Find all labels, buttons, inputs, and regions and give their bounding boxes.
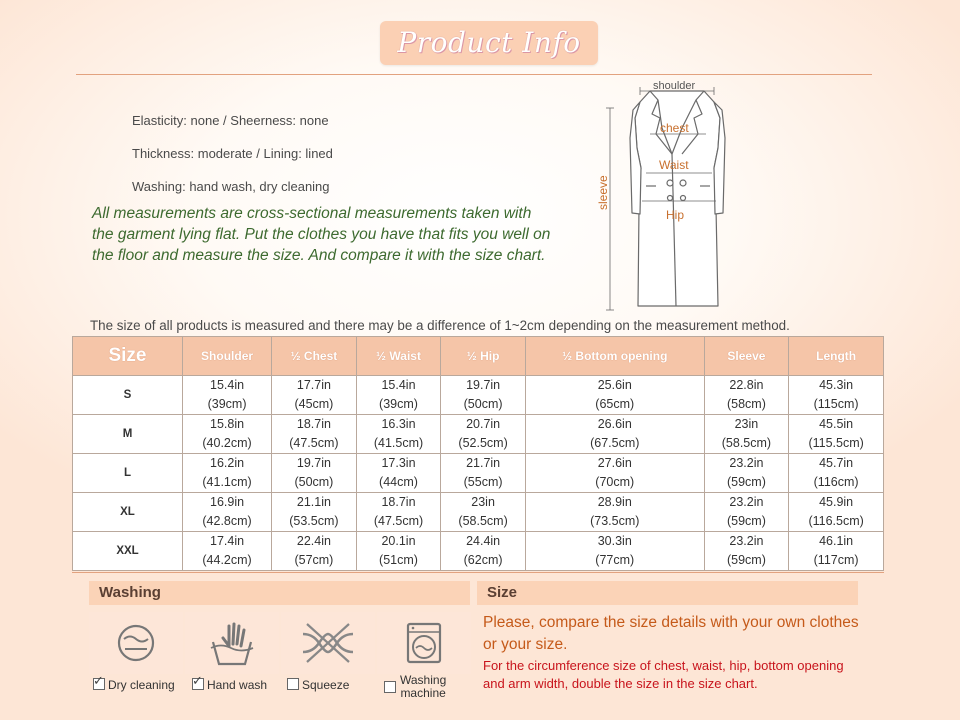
measurement-cell [356,454,441,493]
washing-machine-label-line2: machine [400,686,446,700]
measurement-cell [183,454,272,493]
table-header-row [73,337,884,376]
measurement-cell [441,376,526,415]
shoulder-label: shoulder [653,80,696,92]
measurement-inches: 22.4in [296,534,331,548]
washing-machine-label [400,674,446,700]
washing-machine-checkbox[interactable] [384,681,396,693]
measurement-cm: (59cm) [726,553,766,567]
size-label-cell: XXL [73,532,183,571]
measurement-cell [789,415,884,454]
measurement-inches: 15.8in [210,417,245,431]
wash-cell-dry-cleaning [89,612,183,674]
title-divider [76,74,872,75]
page-title: Product Info [397,26,581,59]
measurement-inches: 23.2in [729,456,764,470]
size-label-cell: M [73,415,183,454]
property-thickness: Thickness: moderate / Lining: lined [132,146,333,161]
measurement-cell [789,532,884,571]
measurement-disclaimer: The size of all products is measured and there may be a difference of 1~2cm depending on the measurement method. [90,318,790,333]
measurement-cm: (50cm) [294,475,334,489]
check-icon: ✓ [192,673,203,688]
measurement-inches: 16.3in [381,417,416,431]
title-banner [380,21,598,65]
measurement-cm: (116.5cm) [808,514,864,528]
measurement-cm: (67.5cm) [590,436,640,450]
measurement-inches: 19.7in [466,378,501,392]
measurement-cell [183,532,272,571]
measurement-cell [183,493,272,532]
measurement-cm: (39cm) [207,397,247,411]
measurement-cell [272,376,357,415]
measurement-cell [704,415,789,454]
coat-diagram [590,78,740,318]
header-shoulder: Shoulder [183,337,272,376]
hand-wash-option[interactable] [192,673,268,692]
measurement-inches: 17.3in [381,456,416,470]
table-row [73,415,884,454]
measurement-cm: (116cm) [813,475,859,489]
table-row [73,376,884,415]
hand-wash-label: Hand wash [207,678,268,692]
header-waist: ½ Waist [356,337,441,376]
measurement-inches: 15.4in [381,378,416,392]
size-label-cell: XL [73,493,183,532]
measurement-cm: (115cm) [813,397,859,411]
measurement-inches: 19.7in [296,456,331,470]
measurement-cell [704,454,789,493]
washing-machine-option[interactable] [384,681,399,695]
property-elasticity: Elasticity: none / Sheerness: none [132,113,329,128]
measurement-cm: (45cm) [294,397,334,411]
measurement-cm: (58.5cm) [721,436,772,450]
measurement-inches: 23in [734,417,759,431]
measurement-inches: 23.2in [729,534,764,548]
measurement-cm: (53.5cm) [289,514,339,528]
measurement-cm: (42.8cm) [202,514,252,528]
measurement-cm: (41.5cm) [373,436,424,450]
measurement-cm: (41.1cm) [202,475,252,489]
measurement-cm: (65cm) [595,397,635,411]
measurement-cm: (62cm) [463,553,503,567]
measurement-cm: (44cm) [379,475,418,489]
measurement-cm: (44.2cm) [202,553,252,567]
measurement-cell [441,532,526,571]
measurement-inches: 46.1in [819,534,854,548]
measurement-cm: (59cm) [726,475,766,489]
measurement-cell [704,376,789,415]
measurement-cm: (47.5cm) [373,514,424,528]
measurement-cell [789,376,884,415]
measurement-cm: (115.5cm) [808,436,864,450]
measurement-cm: (40.2cm) [202,436,252,450]
measurement-cell [356,493,441,532]
measurement-inches: 16.9in [210,495,245,509]
header-size: Size [73,337,183,376]
measurement-inches: 27.6in [597,456,632,470]
measurement-inches: 15.4in [210,378,245,392]
squeeze-label: Squeeze [302,678,350,692]
wash-cell-squeeze [281,612,375,674]
measurement-inches: 45.5in [819,417,854,431]
measurement-cell [272,493,357,532]
measurement-inches: 20.7in [466,417,501,431]
measurement-cm: (39cm) [379,397,418,411]
table-bottom-divider [72,572,884,573]
measurement-cell [441,493,526,532]
dry-cleaning-label: Dry cleaning [108,678,175,692]
measurement-cm: (50cm) [463,397,503,411]
measurement-inches: 23in [471,495,495,509]
measurement-cell [704,493,789,532]
measurement-cell [356,415,441,454]
measurement-cm: (58cm) [726,397,766,411]
measurement-note: All measurements are cross-sectional measurements taken with the garment lying flat. Put the clothes you have that fits you well on the floor and measure the size. And compare it with the size chart. [92,205,551,264]
measurement-cell [356,376,441,415]
measurement-cm: (58.5cm) [458,514,508,528]
size-label-cell: S [73,376,183,415]
measurement-cm: (55cm) [463,475,503,489]
table-row [73,532,884,571]
check-icon: ✓ [93,673,104,688]
measurement-inches: 26.6in [597,417,632,431]
measurement-inches: 23.2in [729,495,764,509]
measurement-cm: (51cm) [379,553,418,567]
washing-machine-label-line1: Washing [400,673,447,687]
measurement-cm: (70cm) [595,475,635,489]
measurement-cell [183,415,272,454]
measurement-cell [525,532,704,571]
header-length: Length [789,337,884,376]
header-chest: ½ Chest [272,337,357,376]
wash-cell-washing-machine [377,612,471,674]
measurement-cell [356,532,441,571]
measurement-inches: 30.3in [597,534,632,548]
header-sleeve: Sleeve [704,337,789,376]
measurement-cell [704,532,789,571]
measurement-inches: 28.9in [597,495,632,509]
dry-cleaning-option[interactable] [93,673,175,692]
measurement-inches: 21.7in [466,456,501,470]
measurement-inches: 21.1in [296,495,331,509]
measurement-cell [441,454,526,493]
measurement-inches: 18.7in [296,417,331,431]
sleeve-label: sleeve [596,175,610,210]
no-wring-icon [281,612,375,674]
measurement-inches: 24.4in [466,534,501,548]
measurement-cell [789,493,884,532]
wash-cell-hand-wash [185,612,279,674]
measurement-cm: (47.5cm) [289,436,339,450]
measurement-cm: (117cm) [813,553,859,567]
measurement-cm: (77cm) [595,553,635,567]
measurement-cm: (59cm) [726,514,766,528]
measurement-inches: 17.4in [210,534,245,548]
measurement-cell [441,415,526,454]
measurement-inches: 45.3in [819,378,854,392]
hand-wash-checkbox[interactable] [192,673,204,690]
squeeze-checkbox[interactable] [287,678,299,690]
measurement-inches: 25.6in [597,378,632,392]
measurement-inches: 22.8in [729,378,764,392]
measurement-cell [525,493,704,532]
measurement-cell [525,415,704,454]
header-hip: ½ Hip [441,337,526,376]
property-washing: Washing: hand wash, dry cleaning [132,179,330,194]
table-row [73,454,884,493]
size-section-title: Size [477,581,858,605]
washing-section-title: Washing [89,581,470,605]
measurement-cm: (52.5cm) [458,436,508,450]
measurement-cell [272,532,357,571]
measurement-cell [525,454,704,493]
header-bottom-opening: ½ Bottom opening [525,337,704,376]
measurement-cm: (57cm) [294,553,334,567]
measurement-inches: 17.7in [296,378,331,392]
measurement-inches: 45.7in [819,456,854,470]
measurement-inches: 16.2in [210,456,245,470]
dry-cleaning-icon [89,612,183,674]
squeeze-option[interactable] [287,678,349,692]
size-circumference-note: For the circumference size of chest, waist, hip, bottom opening and arm width, double the size in the size chart. [483,658,844,691]
washing-machine-icon [377,612,471,674]
measurement-cell [183,376,272,415]
size-label-cell: L [73,454,183,493]
chest-label: chest [660,121,689,135]
waist-label: Waist [659,158,689,172]
size-compare-note: Please, compare the size details with your own clothes or your size. [483,614,859,653]
size-chart-table [72,336,884,571]
hand-wash-icon [185,612,279,674]
hip-label: Hip [666,208,685,222]
measurement-inches: 18.7in [381,495,416,509]
table-row [73,493,884,532]
measurement-cell [525,376,704,415]
measurement-inches: 20.1in [381,534,416,548]
measurement-cell [272,454,357,493]
measurement-cell [272,415,357,454]
measurement-cm: (73.5cm) [590,514,640,528]
measurement-inches: 45.9in [819,495,854,509]
measurement-cell [789,454,884,493]
dry-cleaning-checkbox[interactable] [93,673,105,690]
